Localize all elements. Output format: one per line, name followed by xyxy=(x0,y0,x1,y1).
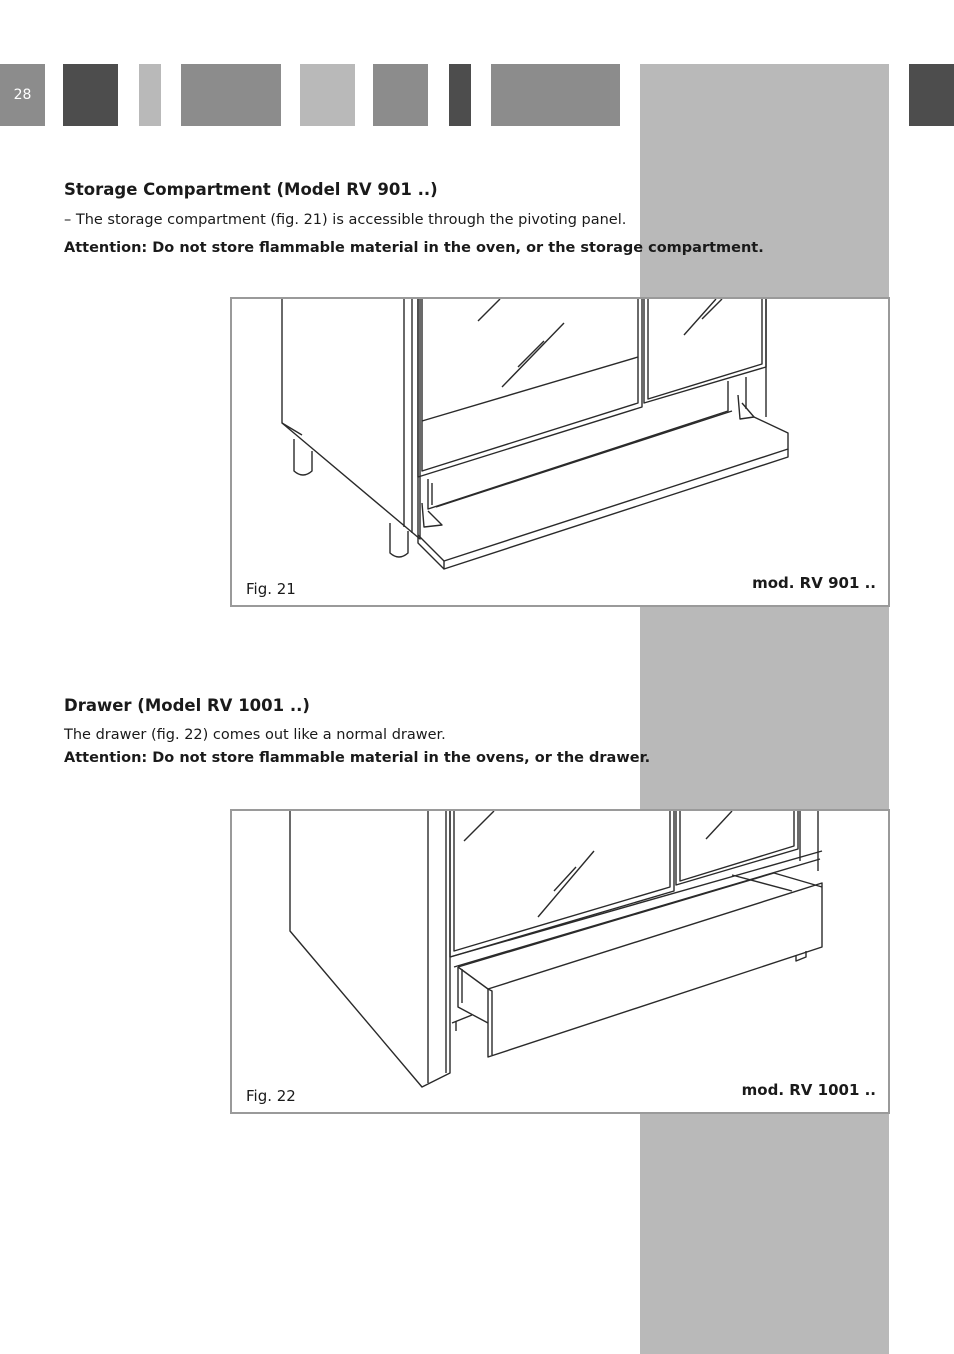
header-block-6 xyxy=(449,64,471,126)
section-heading-storage: Storage Compartment (Model RV 901 ..) xyxy=(64,180,438,199)
side-band xyxy=(640,64,889,1354)
figure-21 xyxy=(230,297,890,607)
header-block-4 xyxy=(300,64,355,126)
header-block-3 xyxy=(181,64,281,126)
section-warning-storage: Attention: Do not store flammable material in the oven, or the storage compartment. xyxy=(64,240,764,256)
section-body-drawer: The drawer (fig. 22) comes out like a normal drawer. xyxy=(64,727,446,743)
header-block-8 xyxy=(909,64,954,126)
section-heading-drawer: Drawer (Model RV 1001 ..) xyxy=(64,696,310,715)
section-body-storage: – The storage compartment (fig. 21) is accessible through the pivoting panel. xyxy=(64,212,627,228)
page-number: 28 xyxy=(0,64,45,126)
figure-label: Fig. 21 xyxy=(246,580,296,598)
figure-model: mod. RV 1001 .. xyxy=(741,1081,876,1099)
drawer-illustration xyxy=(232,811,888,1112)
header-block-5 xyxy=(373,64,428,126)
figure-22 xyxy=(230,809,890,1114)
figure-label: Fig. 22 xyxy=(246,1087,296,1105)
header-block-1 xyxy=(63,64,118,126)
header-block-7 xyxy=(491,64,620,126)
header-block-2 xyxy=(139,64,161,126)
storage-compartment-illustration xyxy=(232,299,888,605)
section-warning-drawer: Attention: Do not store flammable material in the ovens, or the drawer. xyxy=(64,750,651,766)
figure-model: mod. RV 901 .. xyxy=(752,574,876,592)
